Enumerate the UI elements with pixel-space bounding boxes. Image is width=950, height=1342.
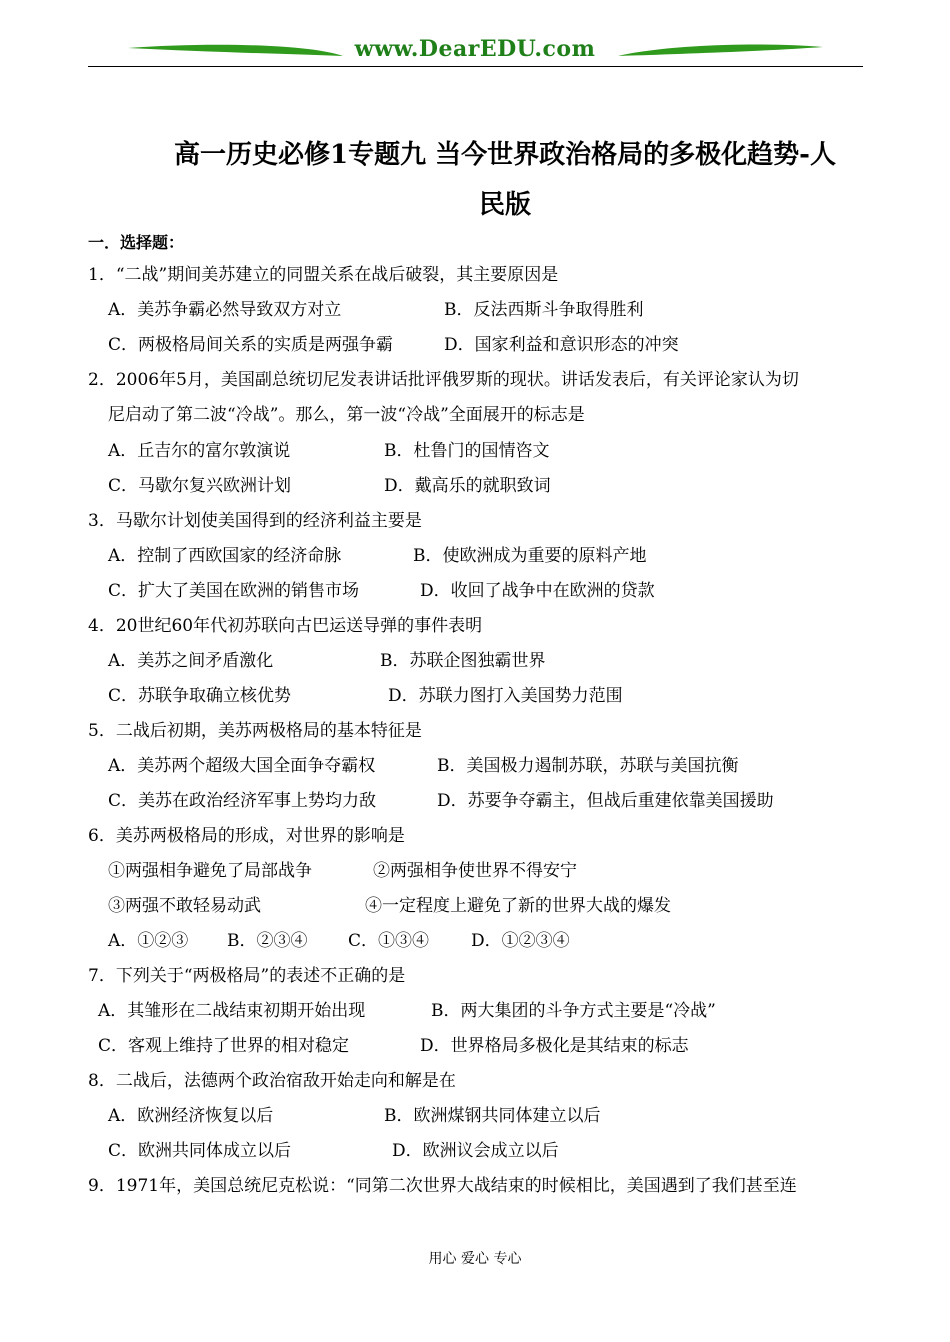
- option-2d: D．戴高乐的就职致词: [384, 476, 551, 496]
- option-6d: D．①②③④: [471, 931, 570, 951]
- option-8b: B．欧洲煤钢共同体建立以后: [384, 1106, 601, 1126]
- question-1: 1．“二战”期间美苏建立的同盟关系在战后破裂，其主要原因是: [88, 265, 559, 285]
- option-1d: D．国家利益和意识形态的冲突: [444, 335, 679, 355]
- page-footer: 用心 爱心 专心: [428, 1251, 522, 1267]
- header-divider: [88, 66, 863, 67]
- option-7d: D．世界格局多极化是其结束的标志: [420, 1036, 689, 1056]
- option-6b: B．②③④: [227, 931, 308, 951]
- question-7: 7．下列关于“两极格局”的表述不正确的是: [88, 966, 406, 986]
- option-4c: C．苏联争取确立核优势: [108, 686, 292, 706]
- option-5d: D．苏要争夺霸主，但战后重建依靠美国援助: [437, 791, 774, 811]
- statement-6-3: ③两强不敢轻易动武: [108, 896, 261, 916]
- option-1b: B．反法西斯斗争取得胜利: [444, 300, 644, 320]
- question-8: 8．二战后，法德两个政治宿敌开始走向和解是在: [88, 1071, 456, 1091]
- question-3: 3．马歇尔计划使美国得到的经济利益主要是: [88, 511, 422, 531]
- site-name[interactable]: www.DearEDU.com: [354, 36, 596, 62]
- option-3b: B．使欧洲成为重要的原料产地: [413, 546, 647, 566]
- option-5a: A．美苏两个超级大国全面争夺霸权: [108, 756, 376, 776]
- option-7b: B．两大集团的斗争方式主要是“冷战”: [431, 1001, 716, 1021]
- option-5b: B．美国极力遏制苏联，苏联与美国抗衡: [437, 756, 739, 776]
- option-7c: C．客观上维持了世界的相对稳定: [98, 1036, 350, 1056]
- statement-6-4: ④一定程度上避免了新的世界大战的爆发: [365, 896, 671, 916]
- section-heading: 一．选择题：: [88, 233, 185, 252]
- page-title: 高一历史必修1专题九 当今世界政治格局的多极化趋势-人: [174, 140, 836, 170]
- option-3c: C．扩大了美国在欧洲的销售市场: [108, 581, 360, 601]
- page-title-continued: 民版: [478, 190, 531, 220]
- option-2b: B．杜鲁门的国情咨文: [384, 441, 550, 461]
- option-4a: A．美苏之间矛盾激化: [108, 651, 274, 671]
- option-6a: A．①②③: [108, 931, 189, 951]
- option-8a: A．欧洲经济恢复以后: [108, 1106, 274, 1126]
- option-4d: D．苏联力图打入美国势力范围: [388, 686, 623, 706]
- option-5c: C．美苏在政治经济军事上势均力敌: [108, 791, 377, 811]
- question-4: 4．20世纪60年代初苏联向古巴运送导弹的事件表明: [88, 616, 483, 636]
- question-6: 6．美苏两极格局的形成，对世界的影响是: [88, 826, 405, 846]
- option-8d: D．欧洲议会成立以后: [392, 1141, 559, 1161]
- option-6c: C．①③④: [348, 931, 430, 951]
- option-2a: A．丘吉尔的富尔敦演说: [108, 441, 291, 461]
- option-4b: B．苏联企图独霸世界: [380, 651, 546, 671]
- option-3a: A．控制了西欧国家的经济命脉: [108, 546, 342, 566]
- question-9: 9．1971年，美国总统尼克松说：“同第二次世界大战结束的时候相比，美国遇到了我们甚至连: [88, 1176, 797, 1196]
- option-8c: C．欧洲共同体成立以后: [108, 1141, 292, 1161]
- question-2: 2．2006年5月，美国副总统切尼发表讲话批评俄罗斯的现状。讲话发表后，有关评论家认为切: [88, 370, 799, 390]
- option-2c: C．马歇尔复兴欧洲计划: [108, 476, 292, 496]
- question-2-cont: 尼启动了第二波“冷战”。那么，第一波“冷战”全面展开的标志是: [108, 405, 585, 425]
- option-7a: A．其雏形在二战结束初期开始出现: [98, 1001, 366, 1021]
- statement-6-2: ②两强相争使世界不得安宁: [373, 861, 577, 881]
- question-5: 5．二战后初期，美苏两极格局的基本特征是: [88, 721, 422, 741]
- option-1c: C．两极格局间关系的实质是两强争霸: [108, 335, 394, 355]
- statement-6-1: ①两强相争避免了局部战争: [108, 861, 312, 881]
- option-3d: D．收回了战争中在欧洲的贷款: [420, 581, 655, 601]
- option-1a: A．美苏争霸必然导致双方对立: [108, 300, 342, 320]
- site-header-banner: [88, 34, 862, 68]
